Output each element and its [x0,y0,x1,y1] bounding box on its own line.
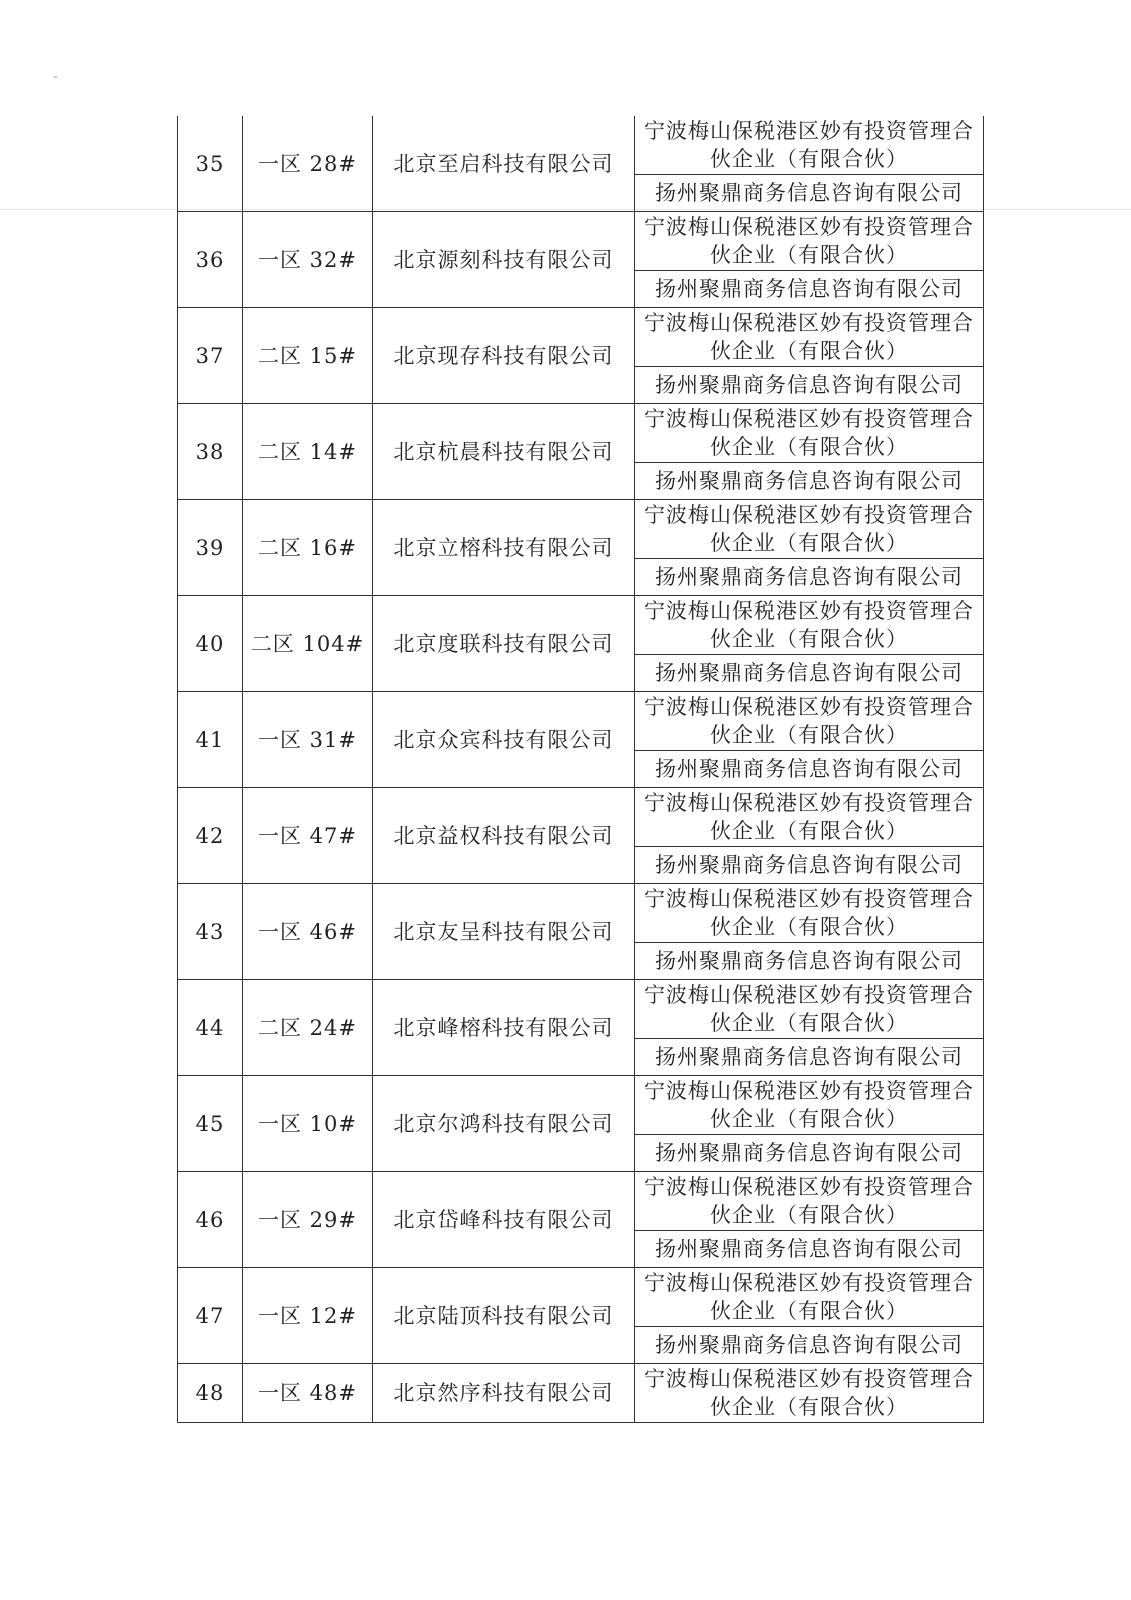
row-partner-2: 扬州聚鼎商务信息咨询有限公司 [635,175,984,212]
row-partner-1: 宁波梅山保税港区妙有投资管理合伙企业（有限合伙） [635,500,984,559]
row-partner-1: 宁波梅山保税港区妙有投资管理合伙企业（有限合伙） [635,692,984,751]
row-company: 北京杭晨科技有限公司 [373,404,635,500]
row-location: 一区 29# [243,1172,373,1268]
row-location: 二区 16# [243,500,373,596]
row-partner-2: 扬州聚鼎商务信息咨询有限公司 [635,559,984,596]
row-partner-2: 扬州聚鼎商务信息咨询有限公司 [635,367,984,404]
row-partner-2: 扬州聚鼎商务信息咨询有限公司 [635,1327,984,1364]
row-index: 44 [178,980,243,1076]
table-row [178,308,984,367]
row-index: 42 [178,788,243,884]
row-partner-1: 宁波梅山保税港区妙有投资管理合伙企业（有限合伙） [635,980,984,1039]
row-location: 二区 104# [243,596,373,692]
row-partner-1: 宁波梅山保税港区妙有投资管理合伙企业（有限合伙） [635,212,984,271]
row-partner-1: 宁波梅山保税港区妙有投资管理合伙企业（有限合伙） [635,788,984,847]
row-index: 43 [178,884,243,980]
table-row [178,692,984,751]
row-index: 36 [178,212,243,308]
row-location: 一区 28# [243,116,373,212]
row-company: 北京友呈科技有限公司 [373,884,635,980]
table-row [178,980,984,1039]
table-body [178,116,984,1423]
row-index: 38 [178,404,243,500]
row-partner-1: 宁波梅山保税港区妙有投资管理合伙企业（有限合伙） [635,884,984,943]
row-company: 北京峰榕科技有限公司 [373,980,635,1076]
row-index: 47 [178,1268,243,1364]
row-location: 二区 14# [243,404,373,500]
row-location: 一区 12# [243,1268,373,1364]
table-row [178,1364,984,1423]
row-partner-2: 扬州聚鼎商务信息咨询有限公司 [635,943,984,980]
table-row [178,596,984,655]
row-partner-1: 宁波梅山保税港区妙有投资管理合伙企业（有限合伙） [635,1172,984,1231]
row-partner-2: 扬州聚鼎商务信息咨询有限公司 [635,463,984,500]
table-row [178,884,984,943]
row-index: 35 [178,116,243,212]
row-company: 北京立榕科技有限公司 [373,500,635,596]
row-partner-1: 宁波梅山保税港区妙有投资管理合伙企业（有限合伙） [635,404,984,463]
row-company: 北京度联科技有限公司 [373,596,635,692]
row-index: 45 [178,1076,243,1172]
row-partner-2: 扬州聚鼎商务信息咨询有限公司 [635,751,984,788]
company-table [177,116,984,1423]
row-company: 北京然序科技有限公司 [373,1364,635,1423]
row-partner-2: 扬州聚鼎商务信息咨询有限公司 [635,847,984,884]
row-location: 一区 48# [243,1364,373,1423]
row-partner-2: 扬州聚鼎商务信息咨询有限公司 [635,655,984,692]
table-row [178,116,984,175]
row-index: 39 [178,500,243,596]
row-location: 一区 46# [243,884,373,980]
table-row [178,1268,984,1327]
row-partner-1: 宁波梅山保税港区妙有投资管理合伙企业（有限合伙） [635,308,984,367]
row-index: 46 [178,1172,243,1268]
row-partner-2: 扬州聚鼎商务信息咨询有限公司 [635,1231,984,1268]
row-location: 二区 24# [243,980,373,1076]
table-row [178,1076,984,1135]
row-company: 北京源刻科技有限公司 [373,212,635,308]
row-location: 一区 32# [243,212,373,308]
scan-speck [54,76,57,78]
row-company: 北京众宾科技有限公司 [373,692,635,788]
row-partner-2: 扬州聚鼎商务信息咨询有限公司 [635,1039,984,1076]
row-company: 北京益权科技有限公司 [373,788,635,884]
row-partner-1: 宁波梅山保税港区妙有投资管理合伙企业（有限合伙） [635,1268,984,1327]
row-index: 37 [178,308,243,404]
row-company: 北京至启科技有限公司 [373,116,635,212]
row-index: 40 [178,596,243,692]
row-location: 一区 31# [243,692,373,788]
row-location: 二区 15# [243,308,373,404]
table-row [178,788,984,847]
table-row [178,404,984,463]
table-row [178,212,984,271]
row-index: 41 [178,692,243,788]
table-row [178,500,984,559]
row-location: 一区 10# [243,1076,373,1172]
row-partner-1: 宁波梅山保税港区妙有投资管理合伙企业（有限合伙） [635,1364,984,1423]
row-partner-1: 宁波梅山保税港区妙有投资管理合伙企业（有限合伙） [635,116,984,175]
row-partner-1: 宁波梅山保税港区妙有投资管理合伙企业（有限合伙） [635,1076,984,1135]
table-row [178,1172,984,1231]
row-company: 北京尔鸿科技有限公司 [373,1076,635,1172]
row-company: 北京陆顶科技有限公司 [373,1268,635,1364]
row-company: 北京岱峰科技有限公司 [373,1172,635,1268]
row-index: 48 [178,1364,243,1423]
row-partner-1: 宁波梅山保税港区妙有投资管理合伙企业（有限合伙） [635,596,984,655]
row-partner-2: 扬州聚鼎商务信息咨询有限公司 [635,1135,984,1172]
row-partner-2: 扬州聚鼎商务信息咨询有限公司 [635,271,984,308]
row-location: 一区 47# [243,788,373,884]
row-company: 北京现存科技有限公司 [373,308,635,404]
